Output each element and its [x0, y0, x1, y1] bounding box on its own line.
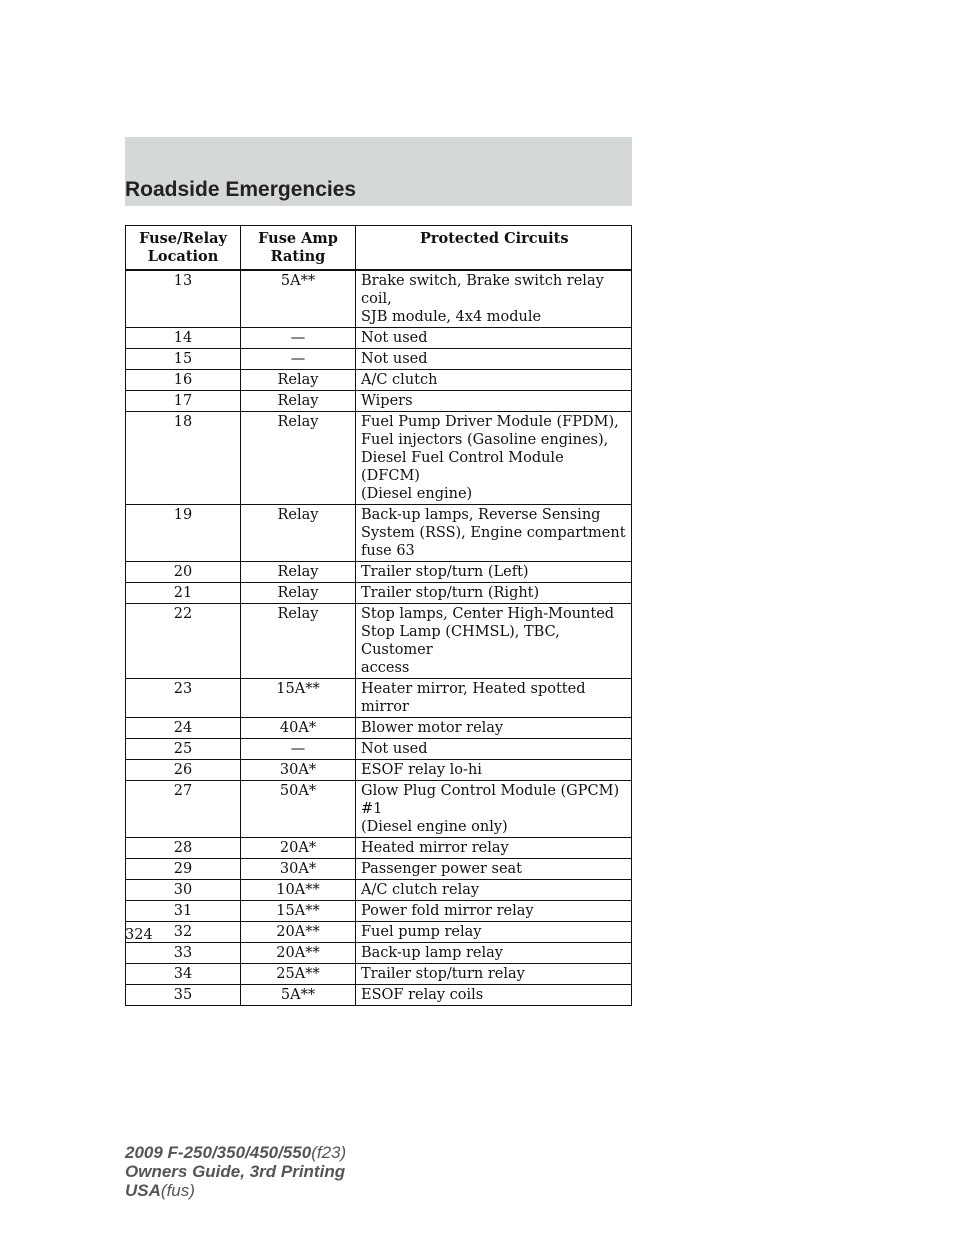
circuit-line: fuse 63: [361, 543, 415, 559]
circuit-line: Brake switch, Brake switch relay coil,: [361, 273, 604, 307]
cell-amp-rating: 10A**: [241, 880, 356, 901]
cell-amp-rating: 30A*: [241, 760, 356, 781]
cell-protected-circuits: [356, 943, 632, 964]
cell-location: 33: [126, 943, 241, 964]
section-title: Roadside Emergencies: [125, 178, 357, 201]
cell-protected-circuits: [356, 985, 632, 1006]
circuit-line: Fuel injectors (Gasoline engines),: [361, 432, 609, 448]
column-header-location-line1: Fuse/Relay: [139, 230, 227, 247]
table-row: [126, 679, 632, 718]
circuit-line: ESOF relay lo-hi: [361, 762, 482, 778]
circuit-line: Not used: [361, 330, 428, 346]
cell-location: 18: [126, 412, 241, 505]
table-row: [126, 391, 632, 412]
cell-location: 29: [126, 859, 241, 880]
cell-location: 17: [126, 391, 241, 412]
cell-amp-rating: Relay: [241, 505, 356, 562]
cell-location: 30: [126, 880, 241, 901]
cell-protected-circuits: [356, 391, 632, 412]
cell-amp-rating: 20A**: [241, 943, 356, 964]
cell-amp-rating: 20A**: [241, 922, 356, 943]
cell-amp-rating: 40A*: [241, 718, 356, 739]
cell-location: 26: [126, 760, 241, 781]
table-row: [126, 370, 632, 391]
circuit-line: Back-up lamps, Reverse Sensing: [361, 507, 601, 523]
cell-protected-circuits: [356, 781, 632, 838]
circuit-line: Trailer stop/turn (Left): [361, 564, 529, 580]
document-footer: [125, 1143, 346, 1200]
table-row: [126, 880, 632, 901]
cell-amp-rating: Relay: [241, 562, 356, 583]
circuit-line: Stop lamps, Center High-Mounted: [361, 606, 615, 622]
circuit-line: Glow Plug Control Module (GPCM) #1: [361, 783, 620, 817]
table-row: [126, 739, 632, 760]
column-header-amp-line1: Fuse Amp: [258, 230, 338, 247]
circuit-line: access: [361, 660, 410, 676]
circuit-line: System (RSS), Engine compartment: [361, 525, 626, 541]
table-header-row: [126, 226, 632, 271]
table-row: [126, 781, 632, 838]
cell-protected-circuits: [356, 901, 632, 922]
cell-location: 22: [126, 604, 241, 679]
cell-amp-rating: Relay: [241, 412, 356, 505]
footer-model-code: (f23): [311, 1143, 347, 1162]
cell-protected-circuits: [356, 328, 632, 349]
cell-protected-circuits: [356, 838, 632, 859]
column-header-location-line2: Location: [147, 248, 219, 265]
cell-protected-circuits: [356, 604, 632, 679]
circuit-line: Trailer stop/turn (Right): [361, 585, 540, 601]
cell-protected-circuits: [356, 412, 632, 505]
table-row: [126, 349, 632, 370]
footer-line-3: [125, 1181, 346, 1200]
cell-location: 15: [126, 349, 241, 370]
cell-amp-rating: 25A**: [241, 964, 356, 985]
column-header-amp-line2: Rating: [270, 248, 326, 265]
circuit-line: Wipers: [361, 393, 413, 409]
column-header-location: [126, 226, 241, 271]
table-row: [126, 901, 632, 922]
cell-location: 16: [126, 370, 241, 391]
cell-amp-rating: 5A**: [241, 985, 356, 1006]
cell-protected-circuits: [356, 583, 632, 604]
circuit-line: Not used: [361, 351, 428, 367]
cell-protected-circuits: [356, 349, 632, 370]
cell-location: 35: [126, 985, 241, 1006]
table-row: [126, 964, 632, 985]
cell-location: 20: [126, 562, 241, 583]
fuse-table: [125, 225, 632, 1006]
table-row: [126, 859, 632, 880]
table-row: [126, 985, 632, 1006]
table-row: [126, 604, 632, 679]
table-row: [126, 583, 632, 604]
cell-amp-rating: —: [241, 328, 356, 349]
cell-protected-circuits: [356, 880, 632, 901]
cell-protected-circuits: [356, 760, 632, 781]
cell-protected-circuits: [356, 859, 632, 880]
circuit-line: Fuel pump relay: [361, 924, 482, 940]
circuit-line: (Diesel engine only): [361, 819, 508, 835]
footer-guide: Owners Guide, 3rd Printing: [125, 1162, 346, 1181]
cell-location: 13: [126, 270, 241, 328]
cell-amp-rating: 50A*: [241, 781, 356, 838]
cell-amp-rating: 15A**: [241, 679, 356, 718]
cell-amp-rating: Relay: [241, 370, 356, 391]
cell-protected-circuits: [356, 370, 632, 391]
circuit-line: Fuel Pump Driver Module (FPDM),: [361, 414, 619, 430]
cell-location: 34: [126, 964, 241, 985]
cell-protected-circuits: [356, 739, 632, 760]
table-row: [126, 838, 632, 859]
circuit-line: Blower motor relay: [361, 720, 504, 736]
cell-location: 32: [126, 922, 241, 943]
cell-location: 27: [126, 781, 241, 838]
circuit-line: A/C clutch: [361, 372, 438, 388]
circuit-line: Back-up lamp relay: [361, 945, 503, 961]
circuit-line: SJB module, 4x4 module: [361, 309, 542, 325]
cell-location: 28: [126, 838, 241, 859]
cell-amp-rating: 5A**: [241, 270, 356, 328]
table-row: [126, 270, 632, 328]
table-row: [126, 328, 632, 349]
cell-location: 21: [126, 583, 241, 604]
cell-amp-rating: Relay: [241, 391, 356, 412]
table-row: [126, 922, 632, 943]
circuit-line: Passenger power seat: [361, 861, 522, 877]
circuit-line: (Diesel engine): [361, 486, 473, 502]
column-header-amp: [241, 226, 356, 271]
page-number: 324: [125, 927, 153, 943]
table-row: [126, 562, 632, 583]
cell-amp-rating: Relay: [241, 583, 356, 604]
table-row: [126, 505, 632, 562]
cell-location: 25: [126, 739, 241, 760]
cell-location: 24: [126, 718, 241, 739]
circuit-line: Stop Lamp (CHMSL), TBC, Customer: [361, 624, 560, 658]
column-header-circuits: Protected Circuits: [356, 226, 632, 271]
cell-protected-circuits: [356, 505, 632, 562]
cell-protected-circuits: [356, 718, 632, 739]
footer-line-1: [125, 1143, 346, 1162]
cell-protected-circuits: [356, 679, 632, 718]
circuit-line: Power fold mirror relay: [361, 903, 534, 919]
footer-line-2: [125, 1162, 346, 1181]
footer-market-code: (fus): [160, 1181, 195, 1200]
cell-location: 23: [126, 679, 241, 718]
cell-amp-rating: —: [241, 349, 356, 370]
cell-location: 31: [126, 901, 241, 922]
fuse-table-body: [126, 270, 632, 1006]
cell-protected-circuits: [356, 922, 632, 943]
cell-amp-rating: 15A**: [241, 901, 356, 922]
circuit-line: ESOF relay coils: [361, 987, 484, 1003]
circuit-line: Heater mirror, Heated spotted mirror: [361, 681, 586, 715]
circuit-line: Trailer stop/turn relay: [361, 966, 525, 982]
table-row: [126, 718, 632, 739]
cell-amp-rating: 30A*: [241, 859, 356, 880]
footer-market: USA: [125, 1181, 161, 1200]
circuit-line: Heated mirror relay: [361, 840, 509, 856]
table-row: [126, 943, 632, 964]
cell-location: 14: [126, 328, 241, 349]
circuit-line: Not used: [361, 741, 428, 757]
cell-amp-rating: Relay: [241, 604, 356, 679]
cell-amp-rating: 20A*: [241, 838, 356, 859]
circuit-line: Diesel Fuel Control Module (DFCM): [361, 450, 564, 484]
cell-protected-circuits: [356, 562, 632, 583]
footer-model: 2009 F-250/350/450/550: [125, 1143, 312, 1162]
table-row: [126, 760, 632, 781]
cell-protected-circuits: [356, 964, 632, 985]
table-row: [126, 412, 632, 505]
cell-location: 19: [126, 505, 241, 562]
cell-amp-rating: —: [241, 739, 356, 760]
circuit-line: A/C clutch relay: [361, 882, 480, 898]
cell-protected-circuits: [356, 270, 632, 328]
